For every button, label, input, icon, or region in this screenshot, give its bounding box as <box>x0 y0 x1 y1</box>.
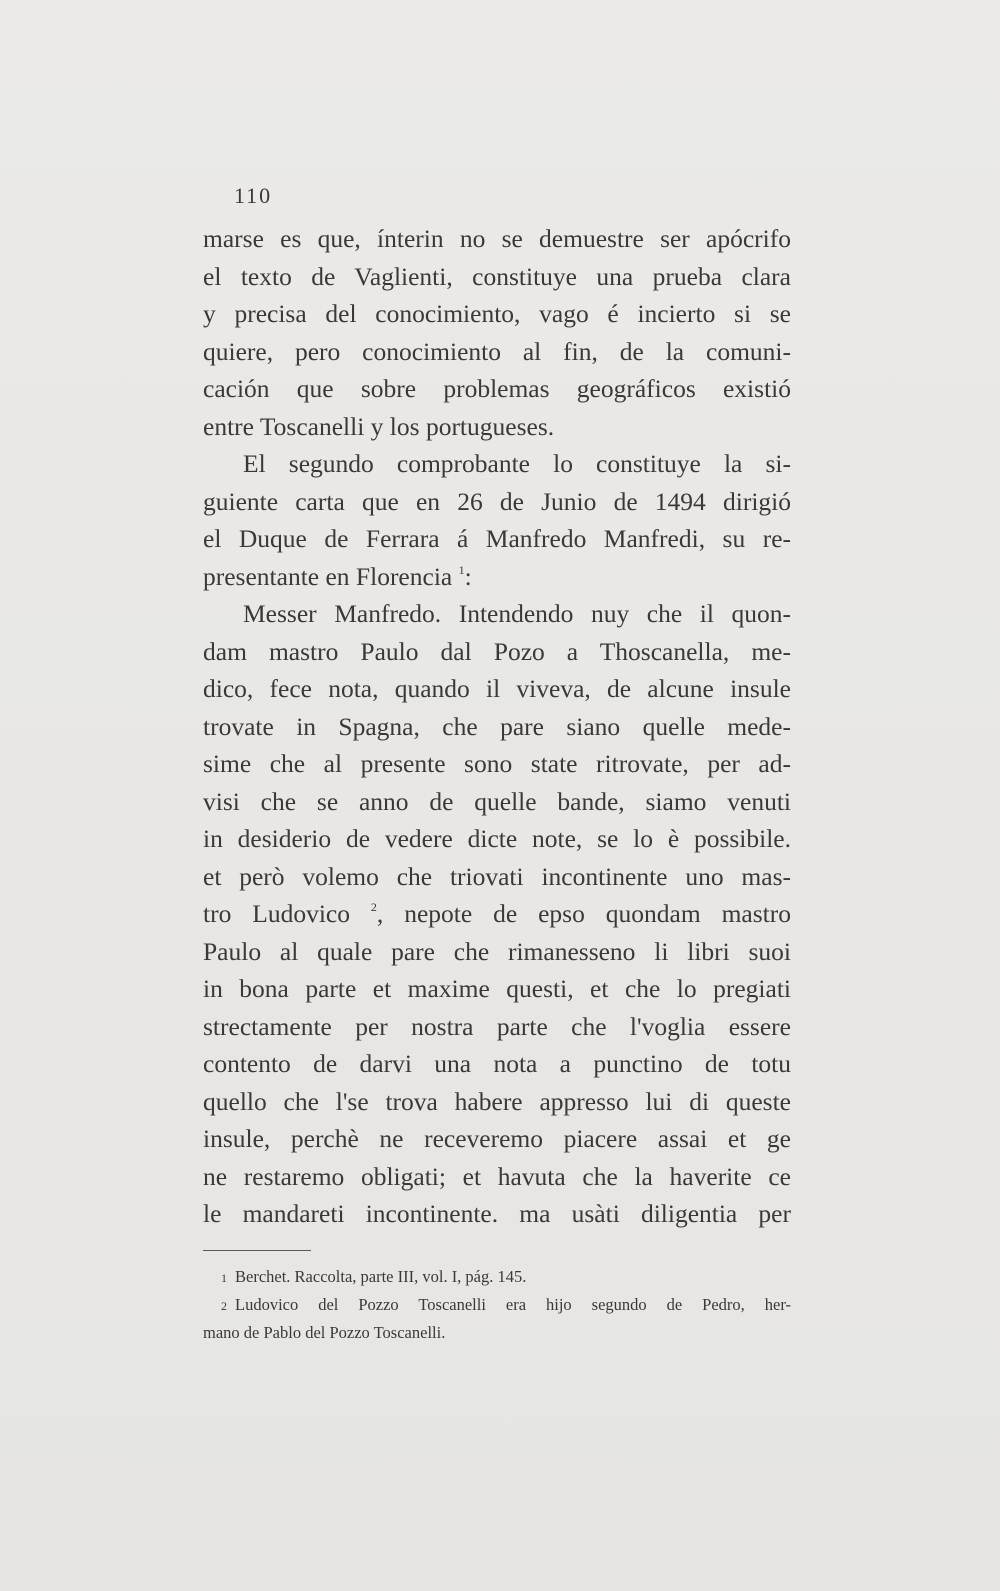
text-line: el Duque de Ferrara á Manfredo Manfredi, su re- <box>203 524 791 553</box>
text-line: trovate in Spagna, che pare siano quelle mede- <box>203 711 791 741</box>
text-line: Paulo al quale pare che rimanesseno li libri suoi <box>203 936 791 966</box>
text-line: visi che se anno de quelle bande, siamo venuti <box>203 786 791 816</box>
text-line: le mandareti incontinente. ma usàti diligentia per <box>203 1199 791 1228</box>
text-line: entre Toscanelli y los portugueses. <box>203 411 555 441</box>
footnote-1: 1 Berchet. Raccolta, parte III, vol. I, pág. 145. <box>221 1267 527 1286</box>
text-line: ne restaremo obligati; et havuta che la haverite ce <box>203 1161 791 1191</box>
text-line: Messer Manfredo. Intendendo nuy che il quon- <box>243 599 791 628</box>
text-line: quello che l'se trova habere appresso lui di queste <box>203 1086 791 1116</box>
text-line: quiere, pero conocimiento al fin, de la comuni- <box>203 336 791 366</box>
text-line: strectamente per nostra parte che l'voglia essere <box>203 1011 791 1041</box>
text-line: cación que sobre problemas geográficos existió <box>203 374 791 403</box>
footnote-number: 1 <box>221 1271 227 1285</box>
text-line: et però volemo che triovati incontinente uno mas- <box>203 861 791 891</box>
footnotes <box>203 1263 791 1347</box>
text-line: y precisa del conocimiento, vago é incierto si se <box>203 299 791 328</box>
text-line: el texto de Vaglienti, constituye una prueba clara <box>203 261 791 291</box>
text-line: guiente carta que en 26 de Junio de 1494 dirigió <box>203 486 791 516</box>
footnote-reference: 1 <box>458 562 465 577</box>
text-line: in desiderio de vedere dicte note, se lo è possibile. <box>203 824 791 853</box>
text-line: tro Ludovico $^2$, nepote de epso quondam mastro <box>203 899 792 928</box>
footnote-divider <box>203 1250 311 1251</box>
footnote-reference: 2 <box>370 900 377 914</box>
text-line: dico, fece nota, quando il viveva, de alcune insule <box>203 674 791 703</box>
text-line: sime che al presente sono state ritrovate, per ad- <box>203 749 791 778</box>
footnote-number: 2 <box>221 1299 227 1313</box>
text-line: marse es que, ínterin no se demuestre ser apócrifo <box>203 224 791 253</box>
text-line: insule, perchè ne receveremo piacere assai et ge <box>203 1124 791 1153</box>
text-line: dam mastro Paulo dal Pozo a Thoscanella, me- <box>203 636 791 666</box>
text-line: El segundo comprobante lo constituye la si- <box>243 449 791 478</box>
text-line: contento de darvi una nota a punctino de totu <box>203 1049 791 1078</box>
text-line: in bona parte et maxime questi, et che lo pregiati <box>203 974 791 1003</box>
text-line: presentante en Florencia $^1$: <box>203 561 472 591</box>
page-number: 110 <box>234 183 273 208</box>
footnote-2-continuation: mano de Pablo del Pozzo Toscanelli. <box>203 1323 446 1342</box>
footnote-2: 2 Ludovico del Pozzo Toscanelli era hijo segundo de Pedro, her- <box>221 1295 791 1314</box>
body-text <box>203 220 791 1233</box>
